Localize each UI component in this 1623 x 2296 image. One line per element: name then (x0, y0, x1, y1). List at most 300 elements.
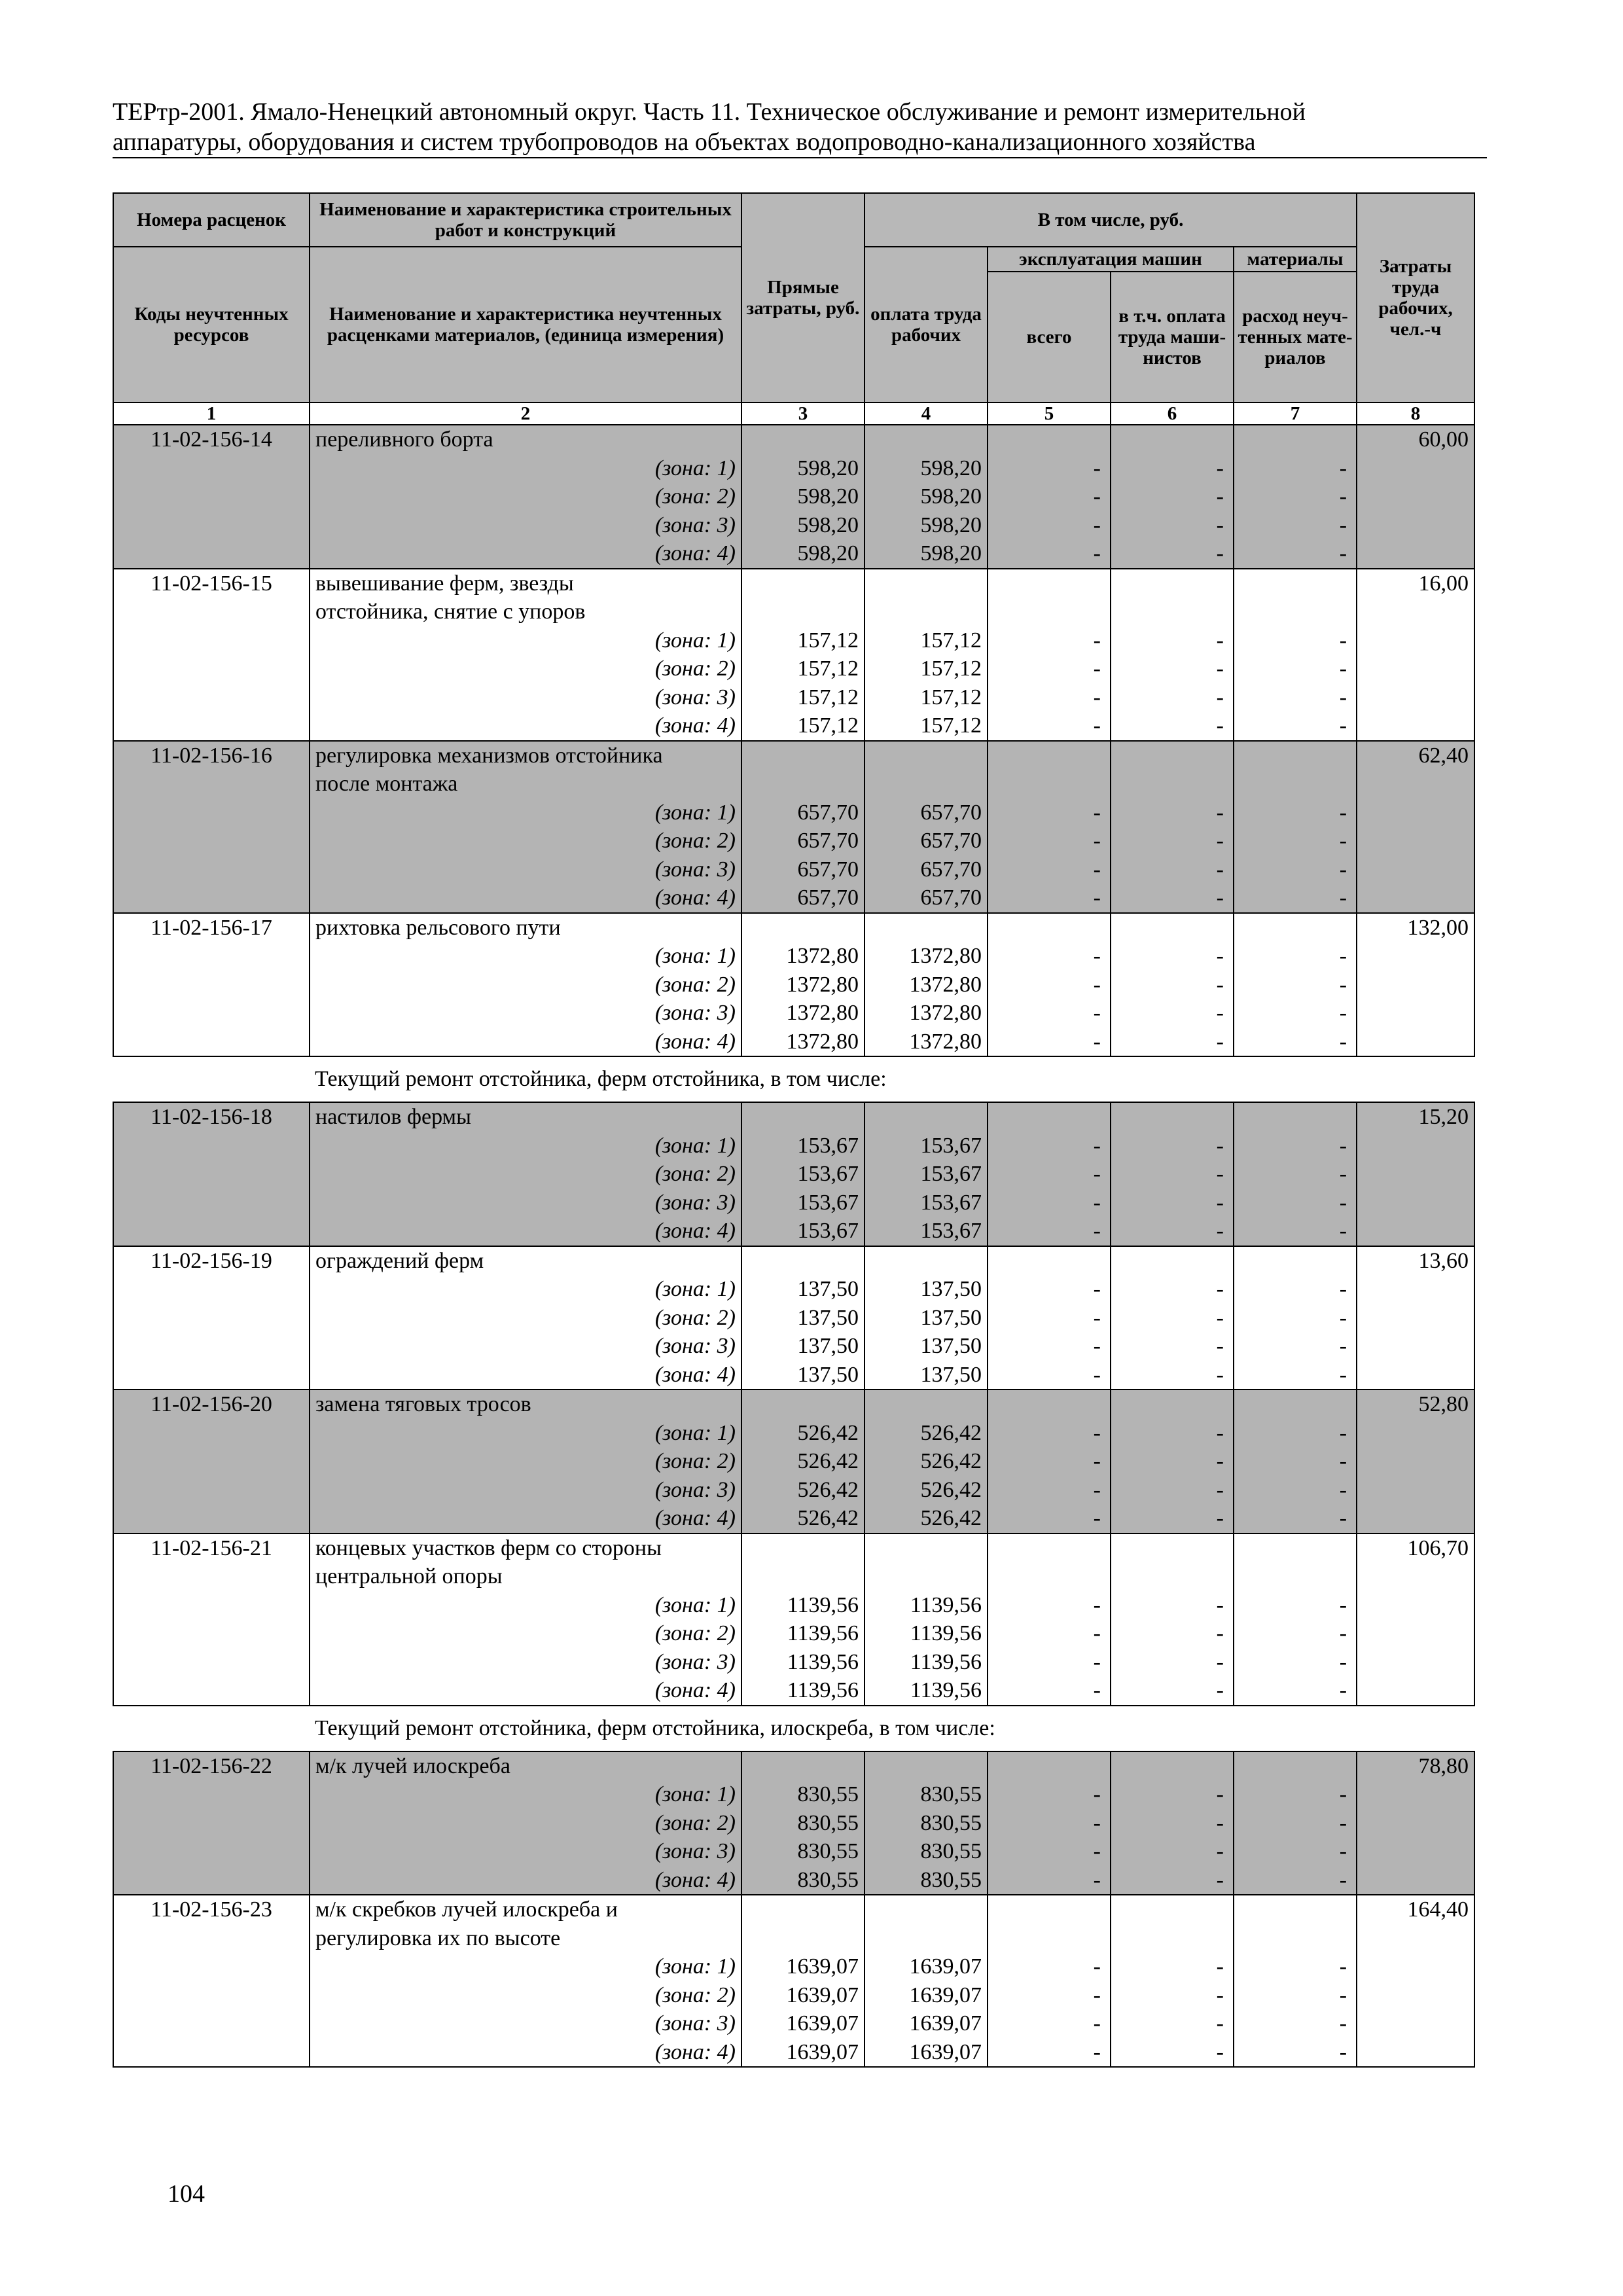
zone-label: (зона: 1) (310, 1591, 741, 1620)
worker-pay-value: 598,20 (865, 511, 988, 540)
direct-costs-value: 157,12 (741, 626, 865, 655)
empty-cell (1111, 741, 1234, 770)
zone-label: (зона: 4) (310, 1028, 741, 1057)
direct-costs-value: 1139,56 (741, 1591, 865, 1620)
labor-cost-cell (1357, 626, 1474, 655)
header-rule (113, 157, 1487, 158)
empty-cell (1234, 1246, 1357, 1276)
rate-code-cell (113, 1619, 310, 1648)
rate-subrow (113, 1619, 1474, 1648)
materials-value: - (1234, 655, 1357, 683)
worker-pay-value: 830,55 (865, 1780, 988, 1809)
zone-label: (зона: 4) (310, 711, 741, 741)
worker-pay-value: 157,12 (865, 683, 988, 712)
zone-label: (зона: 3) (310, 999, 741, 1028)
labor-cost-cell (1357, 2009, 1474, 2038)
rate-subrow (113, 770, 1474, 798)
labor-cost-cell (1357, 1504, 1474, 1534)
rate-code-cell (113, 1780, 310, 1809)
labor-cost-cell (1357, 1866, 1474, 1895)
zone-label: (зона: 1) (310, 1780, 741, 1809)
head-direct-costs: Прямые затраты, руб. (741, 193, 865, 403)
direct-costs-value: 153,67 (741, 1160, 865, 1189)
machine-total-value: - (988, 1981, 1111, 2010)
rate-row (113, 741, 1474, 770)
worker-pay-value: 1639,07 (865, 2038, 988, 2068)
machine-total-value: - (988, 1504, 1111, 1534)
machine-total-value: - (988, 1304, 1111, 1333)
head-machine-operation: эксплуатация машин (988, 247, 1234, 272)
empty-cell (741, 598, 865, 626)
rates-table (113, 192, 1475, 2068)
rate-code-cell (113, 942, 310, 971)
labor-cost-cell (1357, 1132, 1474, 1160)
empty-cell (865, 1246, 988, 1276)
machine-total-value: - (988, 1447, 1111, 1476)
rate-row (113, 425, 1474, 454)
labor-cost-value: 106,70 (1357, 1534, 1474, 1563)
rate-code-cell (113, 1809, 310, 1838)
direct-costs-value: 1139,56 (741, 1619, 865, 1648)
labor-cost-cell (1357, 1217, 1474, 1246)
rate-row (113, 1751, 1474, 1781)
empty-cell (988, 425, 1111, 454)
machine-total-value: - (988, 827, 1111, 855)
work-name: ограждений ферм (310, 1246, 741, 1276)
rate-subrow (113, 683, 1474, 712)
rate-subrow (113, 884, 1474, 913)
machine-total-value: - (988, 1780, 1111, 1809)
labor-cost-value: 52,80 (1357, 1390, 1474, 1419)
machine-total-value: - (988, 1160, 1111, 1189)
machine-total-value: - (988, 1676, 1111, 1706)
head-name-materials: Наименование и характеристика неучтенных расценками материалов, (единица измерения) (310, 247, 741, 403)
empty-cell (865, 1562, 988, 1591)
head-materials: материалы (1234, 247, 1357, 272)
labor-cost-value: 132,00 (1357, 913, 1474, 942)
work-name: регулировка их по высоте (310, 1924, 741, 1953)
direct-costs-value: 1372,80 (741, 971, 865, 999)
rate-code-cell (113, 1332, 310, 1361)
labor-cost-cell (1357, 1619, 1474, 1648)
machinist-pay-value: - (1111, 539, 1234, 569)
rate-code: 11-02-156-20 (113, 1390, 310, 1419)
head-including: В том числе, руб. (865, 193, 1357, 247)
rate-code: 11-02-156-23 (113, 1895, 310, 1924)
zone-label: (зона: 4) (310, 2038, 741, 2068)
empty-cell (988, 913, 1111, 942)
rate-code-cell (113, 1837, 310, 1866)
worker-pay-value: 1639,07 (865, 2009, 988, 2038)
rate-code-cell (113, 1866, 310, 1895)
work-name: после монтажа (310, 770, 741, 798)
col-number: 6 (1111, 403, 1234, 425)
materials-value: - (1234, 539, 1357, 569)
header-line-1: ТЕРтр-2001. Ямало-Ненецкий автономный округ. Часть 11. Техническое обслуживание и ремонт измерительной (113, 98, 1306, 126)
worker-pay-value: 598,20 (865, 454, 988, 483)
rate-subrow (113, 1981, 1474, 2010)
labor-cost-cell (1357, 770, 1474, 798)
labor-cost-cell (1357, 1837, 1474, 1866)
rate-code-cell (113, 1504, 310, 1534)
rate-code-cell (113, 1676, 310, 1706)
rate-code-cell (113, 1476, 310, 1505)
direct-costs-value: 1372,80 (741, 1028, 865, 1057)
materials-value: - (1234, 1275, 1357, 1304)
direct-costs-value: 598,20 (741, 482, 865, 511)
labor-cost-value: 16,00 (1357, 569, 1474, 598)
empty-cell (741, 1562, 865, 1591)
rate-code-cell (113, 999, 310, 1028)
rate-row (113, 1102, 1474, 1132)
worker-pay-value: 598,20 (865, 482, 988, 511)
empty-cell (865, 1390, 988, 1419)
rate-subrow (113, 2009, 1474, 2038)
head-name-work: Наименование и характеристика строительных работ и конструкций (310, 193, 741, 247)
empty-cell (988, 1102, 1111, 1132)
labor-cost-cell (1357, 1361, 1474, 1390)
rate-code-cell (113, 626, 310, 655)
empty-cell (1234, 569, 1357, 598)
empty-cell (741, 1751, 865, 1781)
rate-subrow (113, 855, 1474, 884)
labor-cost-cell (1357, 999, 1474, 1028)
zone-label: (зона: 2) (310, 1160, 741, 1189)
worker-pay-value: 1139,56 (865, 1591, 988, 1620)
machine-total-value: - (988, 999, 1111, 1028)
labor-cost-cell (1357, 1419, 1474, 1448)
machinist-pay-value: - (1111, 1275, 1234, 1304)
worker-pay-value: 830,55 (865, 1837, 988, 1866)
machine-total-value: - (988, 454, 1111, 483)
col-number: 2 (310, 403, 741, 425)
machine-total-value: - (988, 1275, 1111, 1304)
empty-cell (1234, 1534, 1357, 1563)
empty-cell (1111, 598, 1234, 626)
labor-cost-cell (1357, 1028, 1474, 1057)
materials-value: - (1234, 1504, 1357, 1534)
worker-pay-value: 1372,80 (865, 999, 988, 1028)
zone-label: (зона: 2) (310, 1447, 741, 1476)
machinist-pay-value: - (1111, 1952, 1234, 1981)
work-name: настилов фермы (310, 1102, 741, 1132)
materials-value: - (1234, 1189, 1357, 1217)
machinist-pay-value: - (1111, 2009, 1234, 2038)
empty-cell (741, 741, 865, 770)
rate-code: 11-02-156-16 (113, 741, 310, 770)
labor-cost-value: 62,40 (1357, 741, 1474, 770)
rate-subrow (113, 999, 1474, 1028)
machine-total-value: - (988, 683, 1111, 712)
labor-cost-cell (1357, 1981, 1474, 2010)
empty-cell (865, 1924, 988, 1953)
materials-value: - (1234, 1591, 1357, 1620)
empty-cell (1234, 1924, 1357, 1953)
labor-cost-cell (1357, 884, 1474, 913)
direct-costs-value: 830,55 (741, 1837, 865, 1866)
rate-code-cell (113, 770, 310, 798)
machinist-pay-value: - (1111, 1189, 1234, 1217)
worker-pay-value: 1139,56 (865, 1648, 988, 1677)
direct-costs-value: 657,70 (741, 884, 865, 913)
zone-label: (зона: 1) (310, 1952, 741, 1981)
empty-cell (1111, 425, 1234, 454)
work-name: рихтовка рельсового пути (310, 913, 741, 942)
machine-total-value: - (988, 1361, 1111, 1390)
materials-value: - (1234, 884, 1357, 913)
empty-cell (1234, 1751, 1357, 1781)
materials-value: - (1234, 1028, 1357, 1057)
rate-row (113, 1895, 1474, 1924)
materials-value: - (1234, 1217, 1357, 1246)
materials-value: - (1234, 1809, 1357, 1838)
materials-value: - (1234, 1160, 1357, 1189)
direct-costs-value: 830,55 (741, 1780, 865, 1809)
zone-label: (зона: 1) (310, 1275, 741, 1304)
direct-costs-value: 1372,80 (741, 942, 865, 971)
empty-cell (865, 425, 988, 454)
worker-pay-value: 830,55 (865, 1866, 988, 1895)
rate-subrow (113, 1132, 1474, 1160)
machinist-pay-value: - (1111, 1809, 1234, 1838)
zone-label: (зона: 1) (310, 942, 741, 971)
direct-costs-value: 137,50 (741, 1332, 865, 1361)
rate-code-cell (113, 1447, 310, 1476)
worker-pay-value: 657,70 (865, 827, 988, 855)
machine-total-value: - (988, 1619, 1111, 1648)
worker-pay-value: 657,70 (865, 855, 988, 884)
rate-code-cell (113, 539, 310, 569)
machine-total-value: - (988, 1132, 1111, 1160)
rate-code-cell (113, 1132, 310, 1160)
labor-cost-cell (1357, 1648, 1474, 1677)
labor-cost-cell (1357, 942, 1474, 971)
zone-label: (зона: 1) (310, 454, 741, 483)
worker-pay-value: 1139,56 (865, 1619, 988, 1648)
materials-value: - (1234, 1837, 1357, 1866)
machine-total-value: - (988, 1217, 1111, 1246)
rate-subrow (113, 1332, 1474, 1361)
section-title: Текущий ремонт отстойника, ферм отстойника, илоскреба, в том числе: (310, 1706, 1474, 1751)
empty-cell (1111, 1534, 1234, 1563)
worker-pay-value: 153,67 (865, 1160, 988, 1189)
worker-pay-value: 1372,80 (865, 1028, 988, 1057)
worker-pay-value: 153,67 (865, 1189, 988, 1217)
machinist-pay-value: - (1111, 454, 1234, 483)
zone-label: (зона: 2) (310, 971, 741, 999)
materials-value: - (1234, 1304, 1357, 1333)
rate-code-cell (113, 454, 310, 483)
zone-label: (зона: 2) (310, 1981, 741, 2010)
rate-code-cell (113, 2009, 310, 2038)
labor-cost-value: 78,80 (1357, 1751, 1474, 1781)
worker-pay-value: 153,67 (865, 1217, 988, 1246)
materials-value: - (1234, 1619, 1357, 1648)
labor-cost-cell (1357, 1562, 1474, 1591)
head-total: всего (988, 272, 1111, 403)
col-number: 5 (988, 403, 1111, 425)
empty-cell (1111, 1246, 1234, 1276)
column-numbers-row (113, 403, 1474, 425)
rate-code-cell (113, 798, 310, 827)
rate-subrow (113, 1809, 1474, 1838)
direct-costs-value: 830,55 (741, 1866, 865, 1895)
empty-cell (741, 1924, 865, 1953)
direct-costs-value: 830,55 (741, 1809, 865, 1838)
empty-cell (865, 913, 988, 942)
empty-cell (1234, 770, 1357, 798)
machine-total-value: - (988, 655, 1111, 683)
direct-costs-value: 1639,07 (741, 1981, 865, 2010)
machine-total-value: - (988, 1952, 1111, 1981)
rate-code-cell (113, 1952, 310, 1981)
machinist-pay-value: - (1111, 626, 1234, 655)
page-header (113, 97, 1474, 157)
empty-cell (865, 598, 988, 626)
materials-value: - (1234, 1361, 1357, 1390)
rate-code-cell (113, 1419, 310, 1448)
labor-cost-cell (1357, 683, 1474, 712)
rate-row (113, 1246, 1474, 1276)
zone-label: (зона: 1) (310, 1132, 741, 1160)
empty-cell (741, 1246, 865, 1276)
zone-label: (зона: 2) (310, 1304, 741, 1333)
head-worker-pay: оплата труда рабочих (865, 247, 988, 403)
machine-total-value: - (988, 855, 1111, 884)
worker-pay-value: 526,42 (865, 1419, 988, 1448)
rate-code-cell (113, 1275, 310, 1304)
materials-value: - (1234, 2038, 1357, 2068)
machine-total-value: - (988, 2009, 1111, 2038)
worker-pay-value: 1372,80 (865, 971, 988, 999)
rate-code-cell (113, 1304, 310, 1333)
rate-subrow (113, 454, 1474, 483)
labor-cost-cell (1357, 1952, 1474, 1981)
machinist-pay-value: - (1111, 827, 1234, 855)
zone-label: (зона: 4) (310, 1504, 741, 1534)
rate-row (113, 913, 1474, 942)
labor-cost-cell (1357, 655, 1474, 683)
direct-costs-value: 598,20 (741, 511, 865, 540)
empty-cell (741, 1534, 865, 1563)
direct-costs-value: 657,70 (741, 798, 865, 827)
empty-cell (1234, 913, 1357, 942)
machinist-pay-value: - (1111, 711, 1234, 741)
rate-code-cell (113, 683, 310, 712)
direct-costs-value: 526,42 (741, 1504, 865, 1534)
rate-subrow (113, 798, 1474, 827)
machine-total-value: - (988, 482, 1111, 511)
machinist-pay-value: - (1111, 798, 1234, 827)
empty-cell (1111, 1924, 1234, 1953)
section-spacer (113, 1706, 310, 1751)
empty-cell (988, 770, 1111, 798)
labor-cost-cell (1357, 1591, 1474, 1620)
empty-cell (865, 1534, 988, 1563)
work-name: центральной опоры (310, 1562, 741, 1591)
labor-cost-cell (1357, 827, 1474, 855)
empty-cell (988, 1924, 1111, 1953)
labor-cost-cell (1357, 598, 1474, 626)
machinist-pay-value: - (1111, 1648, 1234, 1677)
machinist-pay-value: - (1111, 884, 1234, 913)
materials-value: - (1234, 1981, 1357, 2010)
zone-label: (зона: 3) (310, 1189, 741, 1217)
rate-code-cell (113, 1924, 310, 1953)
machine-total-value: - (988, 1809, 1111, 1838)
machine-total-value: - (988, 884, 1111, 913)
direct-costs-value: 137,50 (741, 1275, 865, 1304)
rate-subrow (113, 942, 1474, 971)
empty-cell (988, 1390, 1111, 1419)
empty-cell (865, 741, 988, 770)
rate-row (113, 1534, 1474, 1563)
machinist-pay-value: - (1111, 971, 1234, 999)
materials-value: - (1234, 827, 1357, 855)
section-title: Текущий ремонт отстойника, ферм отстойника, в том числе: (310, 1056, 1474, 1102)
zone-label: (зона: 3) (310, 1648, 741, 1677)
rate-code: 11-02-156-14 (113, 425, 310, 454)
worker-pay-value: 157,12 (865, 711, 988, 741)
machinist-pay-value: - (1111, 655, 1234, 683)
rate-code: 11-02-156-17 (113, 913, 310, 942)
rate-subrow (113, 1361, 1474, 1390)
zone-label: (зона: 4) (310, 1866, 741, 1895)
direct-costs-value: 1139,56 (741, 1676, 865, 1706)
worker-pay-value: 137,50 (865, 1275, 988, 1304)
rate-subrow (113, 1952, 1474, 1981)
empty-cell (988, 1751, 1111, 1781)
worker-pay-value: 830,55 (865, 1809, 988, 1838)
zone-label: (зона: 3) (310, 1837, 741, 1866)
empty-cell (1111, 1895, 1234, 1924)
zone-label: (зона: 3) (310, 855, 741, 884)
machinist-pay-value: - (1111, 1217, 1234, 1246)
rate-code-cell (113, 827, 310, 855)
rate-code-cell (113, 855, 310, 884)
work-name: концевых участков ферм со стороны (310, 1534, 741, 1563)
rate-subrow (113, 655, 1474, 683)
direct-costs-value: 157,12 (741, 683, 865, 712)
machine-total-value: - (988, 1189, 1111, 1217)
rate-code-cell (113, 1160, 310, 1189)
materials-value: - (1234, 683, 1357, 712)
zone-label: (зона: 4) (310, 1217, 741, 1246)
rate-code: 11-02-156-22 (113, 1751, 310, 1781)
materials-value: - (1234, 626, 1357, 655)
labor-cost-cell (1357, 1676, 1474, 1706)
table-head-row-1 (113, 193, 1474, 247)
rate-subrow (113, 1648, 1474, 1677)
direct-costs-value: 657,70 (741, 827, 865, 855)
head-rate-numbers: Номера расценок (113, 193, 310, 247)
machinist-pay-value: - (1111, 1476, 1234, 1505)
labor-cost-cell (1357, 855, 1474, 884)
empty-cell (1234, 741, 1357, 770)
direct-costs-value: 153,67 (741, 1217, 865, 1246)
worker-pay-value: 157,12 (865, 655, 988, 683)
zone-label: (зона: 2) (310, 655, 741, 683)
work-name: регулировка механизмов отстойника (310, 741, 741, 770)
worker-pay-value: 598,20 (865, 539, 988, 569)
worker-pay-value: 526,42 (865, 1447, 988, 1476)
machinist-pay-value: - (1111, 1028, 1234, 1057)
rate-subrow (113, 1476, 1474, 1505)
empty-cell (1111, 1562, 1234, 1591)
page-number: 104 (168, 2180, 205, 2208)
machinist-pay-value: - (1111, 1304, 1234, 1333)
machine-total-value: - (988, 1028, 1111, 1057)
